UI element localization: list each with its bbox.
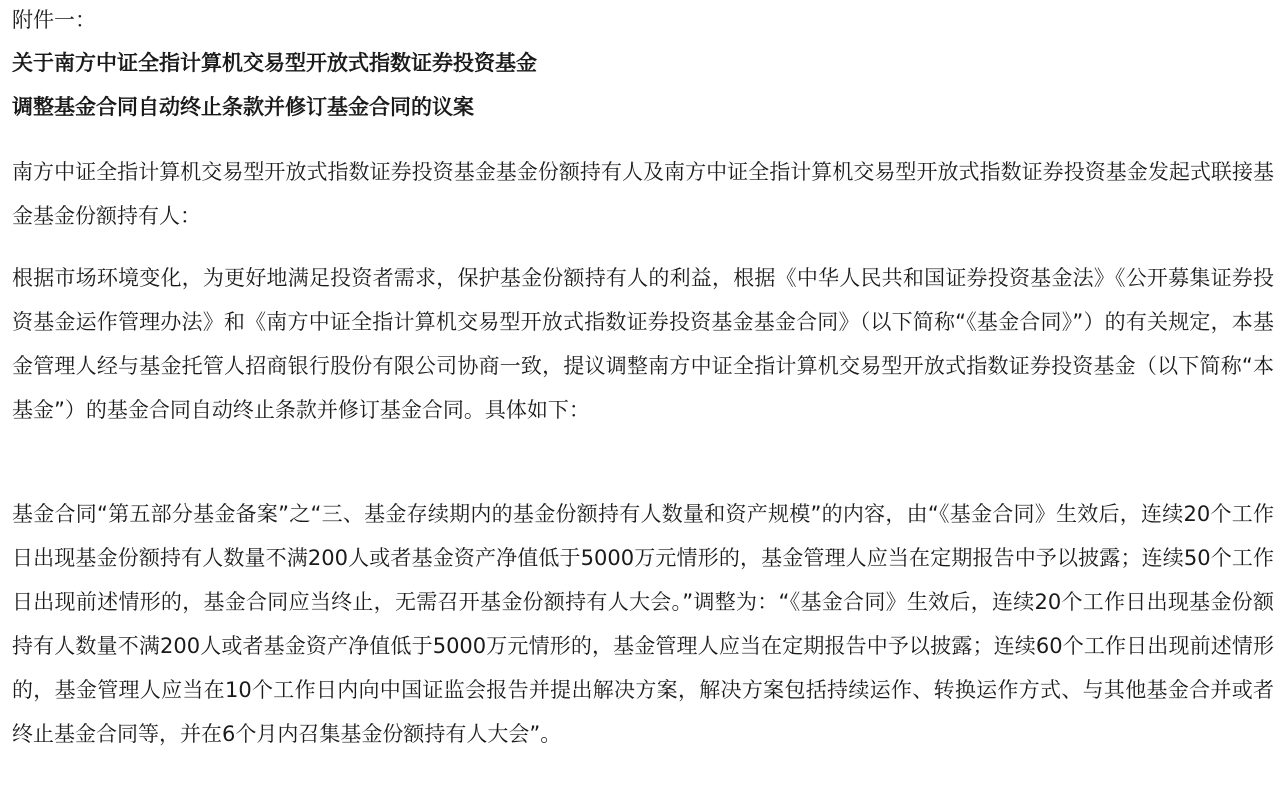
body-paragraph-background: 根据市场环境变化，为更好地满足投资者需求，保护基金份额持有人的利益，根据《中华人民共和国证券投资基金法》《公开募集证券投资基金运作管理办法》和《南方中证全指计算机交易型开放式指数证券投资基金基金合同》（以下简称“《基金合同》”）的有关规定，本基金管理人经与基金托管人招商银行股份有限公司协商一致，提议调整南方中证全指计算机交易型开放式指数证券投资基金（以下简称“本基金”）的基金合同自动终止条款并修订基金合同。具体如下： [12, 266, 1274, 422]
document-title-line-2: 调整基金合同自动终止条款并修订基金合同的议案 [12, 95, 474, 119]
body-paragraph-amendment: 基金合同“第五部分基金备案”之“三、基金存续期内的基金份额持有人数量和资产规模”的内容，由“《基金合同》生效后，连续20个工作日出现基金份额持有人数量不满200人或者基金资产净值低于5000万元情形的，基金管理人应当在定期报告中予以披露；连续50个工作日出现前述情形的，基金合同应当终止，无需召开基金份额持有人大会。”调整为：“《基金合同》生效后，连续20个工作日出现基金份额持有人数量不满200人或者基金资产净值低于5000万元情形的，基金管理人应当在定期报告中予以披露；连续60个工作日出现前述情形的，基金管理人应当在10个工作日内向中国证监会报告并提出解决方案，解决方案包括持续运作、转换运作方式、与其他基金合并或者终止基金合同等，并在6个月内召集基金份额持有人大会”。 [12, 502, 1274, 746]
document-title-line-1: 关于南方中证全指计算机交易型开放式指数证券投资基金 [12, 51, 537, 75]
salutation-paragraph: 南方中证全指计算机交易型开放式指数证券投资基金基金份额持有人及南方中证全指计算机交易型开放式指数证券投资基金发起式联接基金基金份额持有人： [12, 160, 1274, 228]
attachment-label: 附件一： [12, 8, 96, 32]
